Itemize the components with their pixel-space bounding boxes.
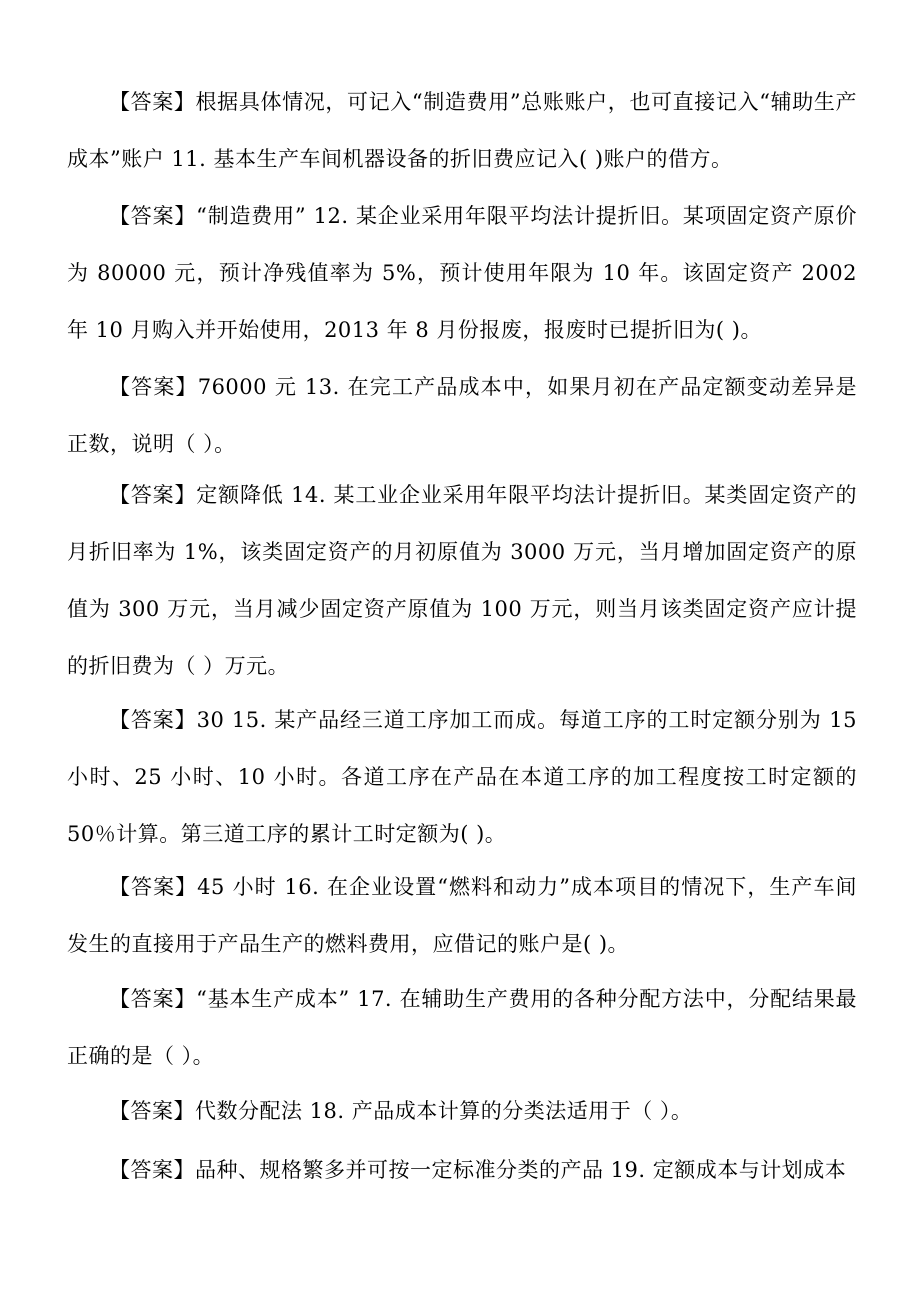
answer-paragraph-2: 【答案】“制造费用” 12. 某企业采用年限平均法计提折旧。某项固定资产原价为 80000 元，预计净残值率为 5%，预计使用年限为 10 年。该固定资产 2002 年 10 月购入并开始使用，2013 年 8 月份报废，报废时已提折旧为( )。	[67, 204, 857, 342]
answer-paragraph-9: 【答案】品种、规格繁多并可按一定标准分类的产品 19. 定额成本与计划成本	[109, 1158, 847, 1182]
answer-paragraph-1: 【答案】根据具体情况，可记入“制造费用”总账账户，也可直接记入“辅助生产成本”账户 11. 基本生产车间机器设备的折旧费应记入( )账户的借方。	[67, 90, 857, 171]
answer-paragraph-4: 【答案】定额降低 14. 某工业企业采用年限平均法计提折旧。某类固定资产的月折旧率为 1%，该类固定资产的月初原值为 3000 万元，当月增加固定资产的原值为 300 万元，当月减少固定资产原值为 100 万元，则当月该类固定资产应计提的折旧费为（ ）万元。	[67, 483, 857, 678]
answer-paragraph-8: 【答案】代数分配法 18. 产品成本计算的分类法适用于（ ）。	[109, 1099, 693, 1123]
answer-paragraph-6: 【答案】45 小时 16. 在企业设置“燃料和动力”成本项目的情况下，生产车间发生的直接用于产品生产的燃料费用，应借记的账户是( )。	[67, 875, 857, 956]
answer-paragraph-7: 【答案】“基本生产成本” 17. 在辅助生产费用的各种分配方法中，分配结果最正确的是（ ）。	[67, 987, 857, 1068]
answer-paragraph-5: 【答案】30 15. 某产品经三道工序加工而成。每道工序的工时定额分别为 15 小时、25 小时、10 小时。各道工序在产品在本道工序的加工程度按工时定额的 50％计算。第三道工序的累计工时定额为( )。	[67, 708, 857, 846]
answer-paragraph-3: 【答案】76000 元 13. 在完工产品成本中，如果月初在产品定额变动差异是正数，说明（ ）。	[67, 375, 857, 456]
